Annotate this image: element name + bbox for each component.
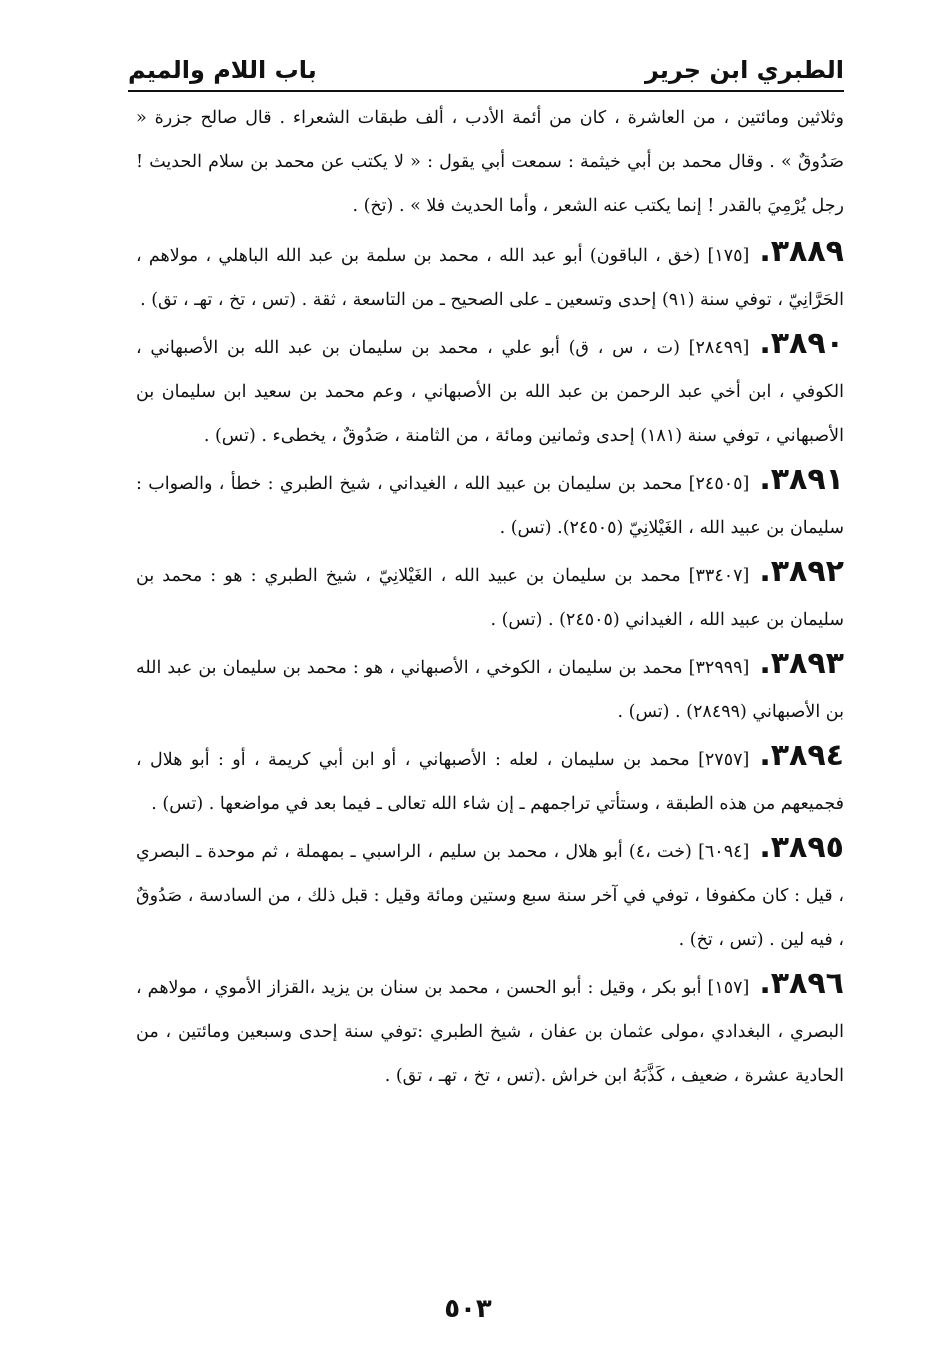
- entry-number: ٣٨٩٣.: [759, 646, 844, 681]
- entry-number: ٣٨٩١.: [759, 462, 844, 497]
- entry-3891: [136, 458, 844, 550]
- entry-3894: [136, 734, 844, 826]
- entry-text: [١٥٧] أبو بكر ، وقيل : أبو الحسن ، محمد بن سنان بن يزيد ،القزاز الأموي ، مولاهم ، البصري ، البغدادي ،مولى عثمان بن عفان ، شيخ الطبري :توفي سنة إحدى وسبعين ومائتين ، من الحادية عشرة ، ضعيف ، كَذَّبَهُ ابن خراش .(تس ، تخ ، تهـ ، تق) .: [136, 978, 844, 1086]
- main-text: [136, 96, 844, 1098]
- entry-text: [٣٣٤٠٧] محمد بن سليمان بن عبيد الله ، الغَيْلانِيّ ، شيخ الطبري : هو : محمد بن سليمان بن عبيد الله ، الغيداني (٢٤٥٠٥) . (تس) .: [136, 566, 844, 630]
- entry-text: [٢٨٤٩٩] (ت ، س ، ق) أبو علي ، محمد بن سليمان بن عبد الله بن الأصبهاني ، الكوفي ، ابن أخي عبد الرحمن بن عبد الله بن الأصبهاني ، وعم محمد بن سعيد ابن سليمان بن الأصبهاني ، توفي سنة (١٨١) إحدى وثمانين ومائة ، من الثامنة ، صَدُوقٌ ، يخطىء . (تس) .: [136, 338, 844, 446]
- running-head-chapter: باب اللام والميم: [128, 56, 317, 84]
- entry-number: ٣٨٨٩.: [759, 234, 844, 269]
- entry-number: ٣٨٩٥.: [759, 830, 844, 865]
- entry-3895: [136, 826, 844, 962]
- entry-3890: [136, 322, 844, 458]
- entry-number: ٣٨٩٦.: [759, 966, 844, 1001]
- running-head: [128, 36, 844, 92]
- entry-text: [٣٢٩٩٩] محمد بن سليمان ، الكوخي ، الأصبهاني ، هو : محمد بن سليمان بن عبد الله بن الأصبهاني (٢٨٤٩٩) . (تس) .: [136, 658, 844, 722]
- entry-text: [١٧٥] (خق ، الباقون) أبو عبد الله ، محمد بن سلمة بن عبد الله الباهلي ، مولاهم ، الحَرَّانِيّ ، توفي سنة (٩١) إحدى وتسعين ـ على الصحيح ـ من التاسعة ، ثقة . (تس ، تخ ، تهـ ، تق) .: [136, 246, 844, 310]
- page-number: ٥٠٣: [444, 1294, 492, 1324]
- running-head-title: الطبري ابن جرير: [644, 56, 844, 84]
- entry-3892: [136, 550, 844, 642]
- intro-paragraph: وثلاثين ومائتين ، من العاشرة ، كان من أئمة الأدب ، ألف طبقات الشعراء . قال صالح جزرة « صَدُوقٌ » . وقال محمد بن أبي خيثمة : سمعت أبي يقول : « لا يكتب عن محمد بن سلام الحديث ! رجل يُرْمِيَ بالقدر ! إنما يكتب عنه الشعر ، وأما الحديث فلا » . (تخ) .: [136, 108, 844, 216]
- entry-text: [٦٠٩٤] (خت ،٤) أبو هلال ، محمد بن سليم ، الراسبي ـ بمهملة ، ثم موحدة ـ البصري ، قيل : كان مكفوفا ، توفي في آخر سنة سبع وستين ومائة وقيل : قبل ذلك ، من السادسة ، صَدُوقٌ ، فيه لين . (تس ، تخ) .: [136, 842, 844, 950]
- entry-3893: [136, 642, 844, 734]
- entry-number: ٣٨٩٢.: [759, 554, 844, 589]
- entry-text: [٢٤٥٠٥] محمد بن سليمان بن عبيد الله ، الغيداني ، شيخ الطبري : خطأ ، والصواب : سليمان بن عبيد الله ، الغَيْلانِيّ (٢٤٥٠٥). (تس) .: [136, 474, 844, 538]
- entry-number: ٣٨٩٠.: [759, 326, 844, 361]
- entry-3896: [136, 962, 844, 1098]
- entry-number: ٣٨٩٤.: [759, 738, 844, 773]
- entry-text: [٢٧٥٧] محمد بن سليمان ، لعله : الأصبهاني ، أو ابن أبي كريمة ، أو : أبو هلال ، فجميعهم من هذه الطبقة ، وستأتي تراجمهم ـ إن شاء الله تعالى ـ فيما بعد في مواضعها . (تس) .: [136, 750, 844, 814]
- entry-3889: [136, 230, 844, 322]
